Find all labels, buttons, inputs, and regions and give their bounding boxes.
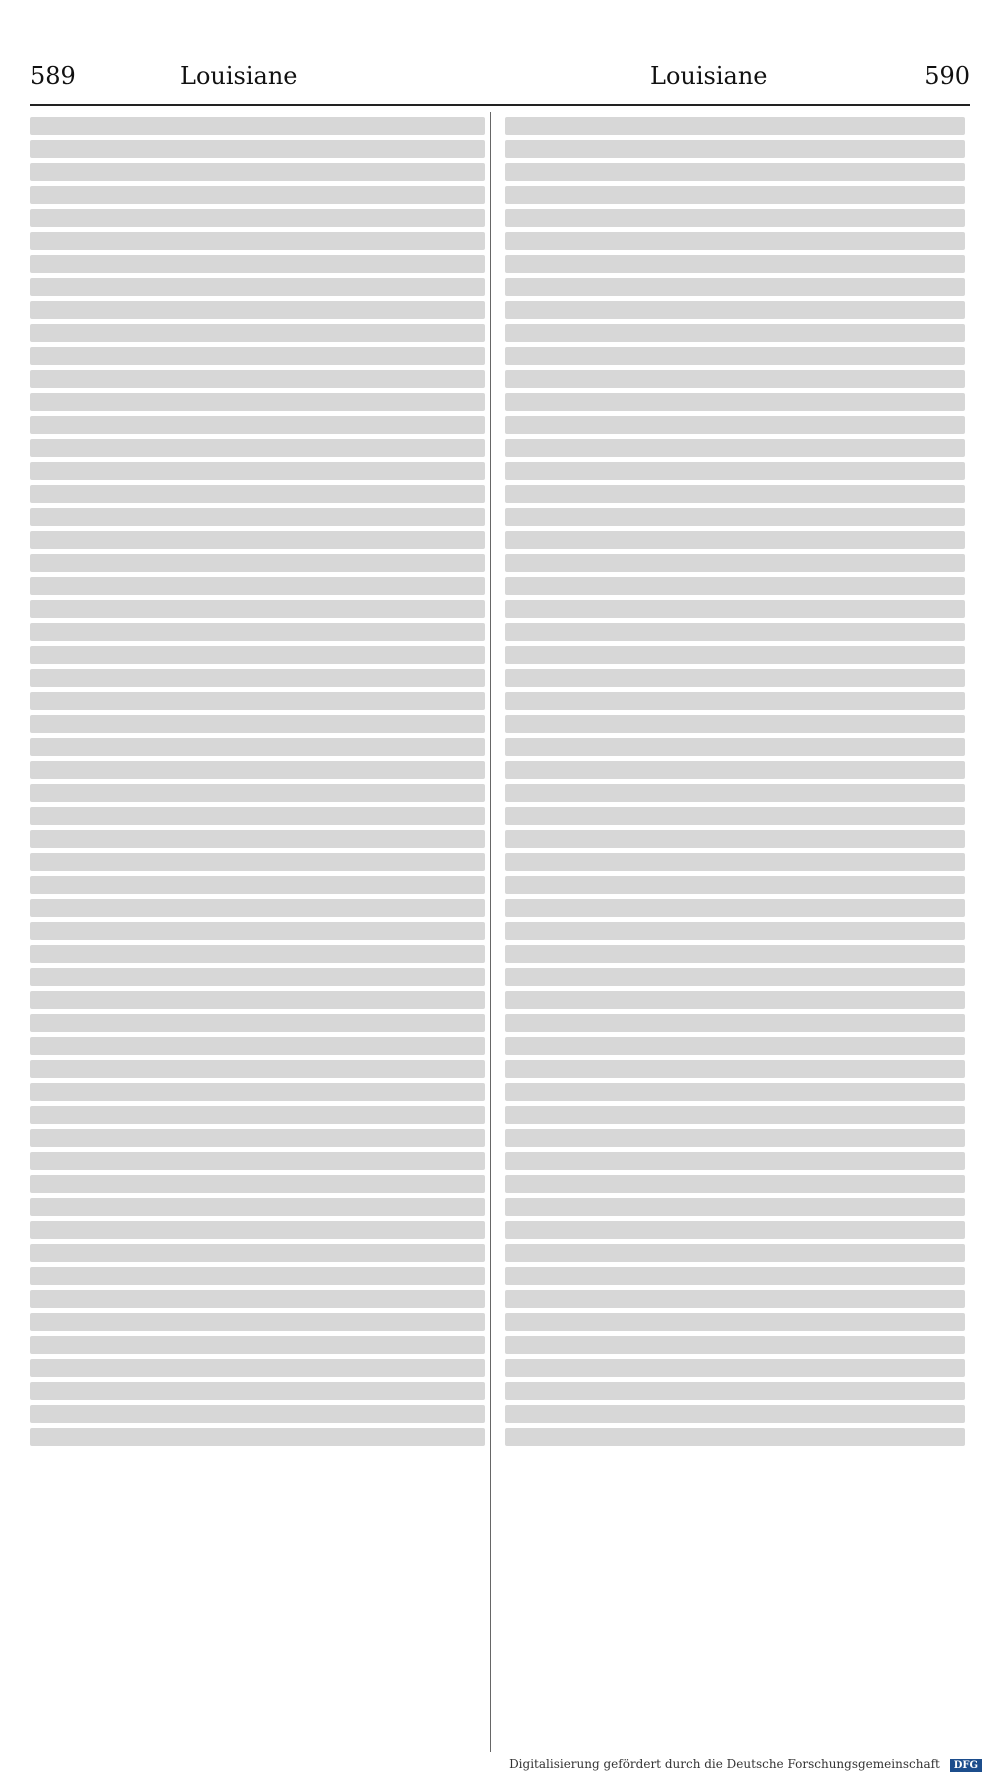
text-line-placeholder	[30, 347, 485, 365]
text-line-placeholder	[30, 761, 485, 779]
text-line-placeholder	[505, 1083, 965, 1101]
text-line-placeholder	[505, 784, 965, 802]
text-line-placeholder	[30, 462, 485, 480]
page-footer	[509, 1757, 982, 1772]
text-line-placeholder	[505, 1382, 965, 1400]
text-line-placeholder	[30, 1175, 485, 1193]
text-line-placeholder	[30, 600, 485, 618]
text-line-placeholder	[30, 416, 485, 434]
text-line-placeholder	[505, 692, 965, 710]
text-line-placeholder	[30, 692, 485, 710]
text-line-placeholder	[30, 807, 485, 825]
text-line-placeholder	[505, 646, 965, 664]
text-line-placeholder	[505, 1336, 965, 1354]
left-body-text	[30, 117, 485, 1446]
left-page-number: 589	[30, 62, 76, 90]
text-line-placeholder	[505, 876, 965, 894]
text-line-placeholder	[505, 577, 965, 595]
text-line-placeholder	[30, 1359, 485, 1377]
digitization-credit: Digitalisierung gefördert durch die Deutsche Forschungsgemeinschaft	[509, 1757, 940, 1771]
text-line-placeholder	[505, 1175, 965, 1193]
text-line-placeholder	[30, 485, 485, 503]
text-line-placeholder	[30, 1129, 485, 1147]
text-line-placeholder	[505, 715, 965, 733]
text-line-placeholder	[505, 1060, 965, 1078]
text-line-placeholder	[505, 393, 965, 411]
text-line-placeholder	[505, 531, 965, 549]
text-line-placeholder	[30, 876, 485, 894]
text-line-placeholder	[30, 830, 485, 848]
text-line-placeholder	[505, 209, 965, 227]
text-line-placeholder	[30, 1083, 485, 1101]
text-line-placeholder	[505, 1267, 965, 1285]
text-line-placeholder	[30, 324, 485, 342]
text-line-placeholder	[505, 508, 965, 526]
text-line-placeholder	[505, 1129, 965, 1147]
text-line-placeholder	[505, 807, 965, 825]
text-line-placeholder	[505, 1014, 965, 1032]
text-line-placeholder	[30, 439, 485, 457]
text-line-placeholder	[505, 1313, 965, 1331]
text-line-placeholder	[30, 646, 485, 664]
text-line-placeholder	[30, 232, 485, 250]
text-line-placeholder	[30, 1106, 485, 1124]
text-line-placeholder	[30, 922, 485, 940]
text-line-placeholder	[30, 255, 485, 273]
right-body-text	[505, 117, 965, 1446]
text-line-placeholder	[30, 278, 485, 296]
text-line-placeholder	[30, 1014, 485, 1032]
text-line-placeholder	[30, 738, 485, 756]
text-line-placeholder	[505, 439, 965, 457]
dfg-logo-badge: DFG	[950, 1759, 982, 1772]
text-line-placeholder	[505, 416, 965, 434]
text-line-placeholder	[30, 554, 485, 572]
text-line-placeholder	[505, 853, 965, 871]
text-line-placeholder	[505, 600, 965, 618]
text-line-placeholder	[505, 370, 965, 388]
text-line-placeholder	[30, 209, 485, 227]
text-line-placeholder	[30, 1198, 485, 1216]
text-line-placeholder	[505, 922, 965, 940]
text-line-placeholder	[30, 669, 485, 687]
text-line-placeholder	[505, 1037, 965, 1055]
text-line-placeholder	[30, 1244, 485, 1262]
text-line-placeholder	[30, 370, 485, 388]
page-header	[30, 62, 970, 102]
text-line-placeholder	[505, 761, 965, 779]
text-line-placeholder	[505, 1290, 965, 1308]
text-line-placeholder	[505, 163, 965, 181]
text-line-placeholder	[505, 232, 965, 250]
text-line-placeholder	[30, 1267, 485, 1285]
text-line-placeholder	[505, 462, 965, 480]
text-line-placeholder	[505, 991, 965, 1009]
text-line-placeholder	[505, 324, 965, 342]
text-line-placeholder	[30, 1405, 485, 1423]
text-line-placeholder	[505, 485, 965, 503]
text-line-placeholder	[505, 117, 965, 135]
text-line-placeholder	[30, 1336, 485, 1354]
text-line-placeholder	[505, 1244, 965, 1262]
left-page-title: Louisiane	[180, 62, 298, 90]
text-line-placeholder	[505, 968, 965, 986]
text-line-placeholder	[30, 117, 485, 135]
text-line-placeholder	[505, 899, 965, 917]
text-line-placeholder	[505, 623, 965, 641]
text-line-placeholder	[505, 301, 965, 319]
text-line-placeholder	[30, 531, 485, 549]
text-line-placeholder	[30, 163, 485, 181]
text-line-placeholder	[30, 968, 485, 986]
text-line-placeholder	[505, 255, 965, 273]
right-page-number: 590	[924, 62, 970, 90]
text-line-placeholder	[505, 669, 965, 687]
text-line-placeholder	[30, 393, 485, 411]
text-line-placeholder	[30, 991, 485, 1009]
left-text-column	[30, 112, 485, 1752]
text-line-placeholder	[505, 738, 965, 756]
text-line-placeholder	[30, 623, 485, 641]
text-line-placeholder	[30, 301, 485, 319]
text-line-placeholder	[30, 715, 485, 733]
right-text-column	[505, 112, 965, 1752]
text-line-placeholder	[30, 1060, 485, 1078]
text-line-placeholder	[505, 1359, 965, 1377]
text-line-placeholder	[505, 1405, 965, 1423]
text-line-placeholder	[505, 186, 965, 204]
text-line-placeholder	[505, 945, 965, 963]
text-line-placeholder	[505, 347, 965, 365]
column-divider	[490, 112, 491, 1752]
text-line-placeholder	[30, 1313, 485, 1331]
text-line-placeholder	[30, 1382, 485, 1400]
right-page-title: Louisiane	[650, 62, 768, 90]
text-line-placeholder	[30, 186, 485, 204]
text-line-placeholder	[30, 1290, 485, 1308]
text-line-placeholder	[505, 1152, 965, 1170]
text-line-placeholder	[30, 1037, 485, 1055]
text-line-placeholder	[505, 278, 965, 296]
text-line-placeholder	[30, 577, 485, 595]
text-line-placeholder	[30, 853, 485, 871]
text-line-placeholder	[505, 830, 965, 848]
text-line-placeholder	[505, 1428, 965, 1446]
text-line-placeholder	[505, 1221, 965, 1239]
text-line-placeholder	[505, 554, 965, 572]
text-line-placeholder	[505, 1198, 965, 1216]
text-line-placeholder	[505, 1106, 965, 1124]
text-line-placeholder	[30, 508, 485, 526]
text-line-placeholder	[30, 1428, 485, 1446]
text-line-placeholder	[30, 945, 485, 963]
text-line-placeholder	[30, 1152, 485, 1170]
text-line-placeholder	[30, 784, 485, 802]
text-line-placeholder	[30, 140, 485, 158]
text-line-placeholder	[30, 899, 485, 917]
text-line-placeholder	[30, 1221, 485, 1239]
header-rule	[30, 104, 970, 106]
text-line-placeholder	[505, 140, 965, 158]
